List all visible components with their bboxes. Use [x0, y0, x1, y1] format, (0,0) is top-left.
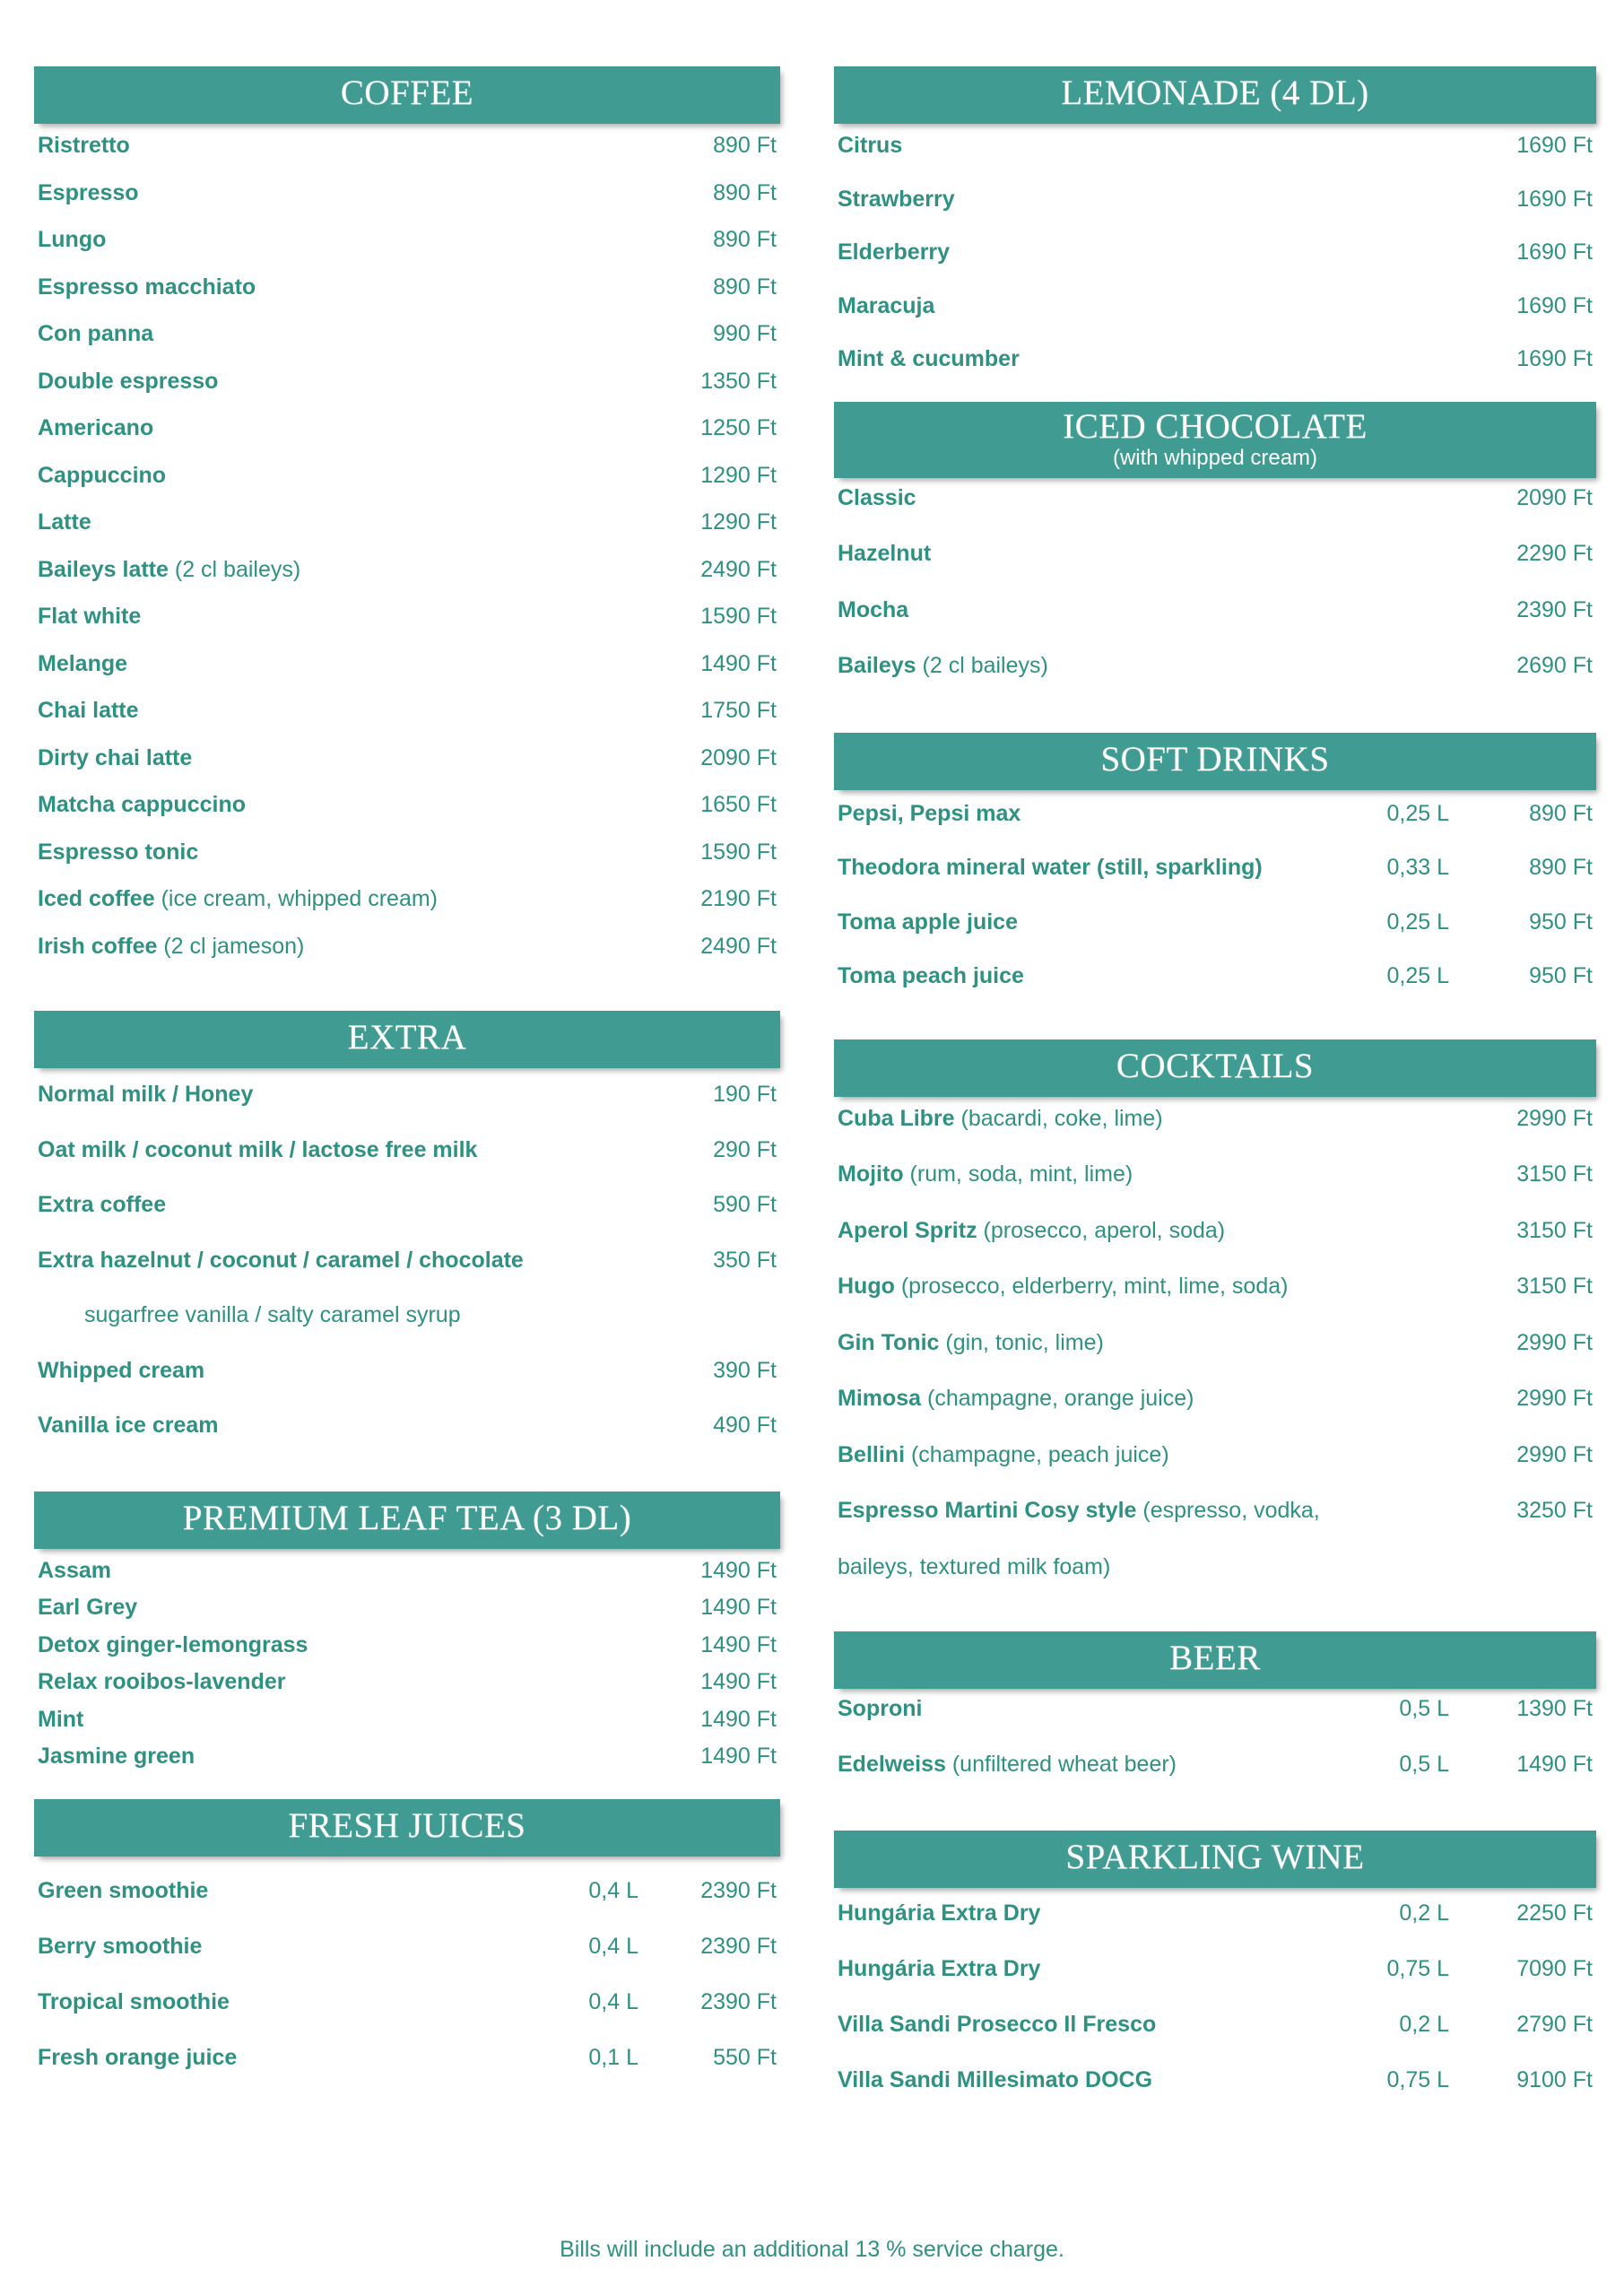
- menu-item-price: 3150 Ft: [1516, 1161, 1593, 1187]
- menu-item-row: [838, 653, 1593, 709]
- section-title-premium-leaf-tea: PREMIUM LEAF TEA (3 DL): [182, 1498, 632, 1537]
- menu-item-row: [38, 415, 777, 463]
- menu-item-name: Con panna: [38, 321, 154, 346]
- menu-item-name: Detox ginger-lemongrass: [38, 1631, 308, 1657]
- menu-item-price: 1750 Ft: [700, 698, 777, 723]
- menu-item-price: 950 Ft: [1529, 963, 1593, 988]
- menu-item-row: [38, 604, 777, 651]
- menu-item-name: Mimosa (champagne, orange juice): [838, 1386, 1194, 1411]
- menu-item-price: 490 Ft: [713, 1413, 777, 1438]
- menu-item-name: Toma apple juice: [838, 909, 1018, 935]
- section-items-beer: [834, 1696, 1596, 1807]
- menu-item-name: Normal milk / Honey: [38, 1082, 254, 1107]
- menu-item-price: 2090 Ft: [700, 744, 777, 770]
- section-items-sparkling-wine: [834, 1900, 1596, 2123]
- menu-item-name: Aperol Spritz (prosecco, aperol, soda): [838, 1217, 1226, 1243]
- menu-item-row: [838, 1956, 1593, 2012]
- section-header-premium-leaf-tea: [34, 1492, 780, 1549]
- menu-item-row: [38, 463, 777, 510]
- menu-item-price: 3150 Ft: [1516, 1274, 1593, 1299]
- menu-item-volume: 0,2 L: [1399, 1900, 1449, 1926]
- menu-item-row: [838, 1900, 1593, 1956]
- menu-item-name: Villa Sandi Prosecco Il Fresco: [838, 2012, 1157, 2037]
- menu-item-name: Villa Sandi Millesimato DOCG: [838, 2067, 1153, 2092]
- menu-item-row: [838, 963, 1593, 1018]
- menu-item-row: [38, 1878, 777, 1934]
- menu-item-row: [838, 541, 1593, 597]
- menu-item-volume: 0,25 L: [1386, 963, 1449, 988]
- section-title-extra: EXTRA: [347, 1018, 467, 1057]
- menu-item-name: Soproni: [838, 1696, 923, 1721]
- menu-item-name: Tropical smoothie: [38, 1988, 230, 2014]
- menu-item-price: 1690 Ft: [1516, 133, 1593, 158]
- menu-item-row: [38, 1413, 777, 1468]
- menu-item-price: 1690 Ft: [1516, 346, 1593, 371]
- section-items-extra: [34, 1082, 780, 1468]
- menu-item-row: [838, 1554, 1593, 1611]
- menu-item-price: 390 Ft: [713, 1357, 777, 1383]
- menu-item-volume: 0,5 L: [1399, 1752, 1449, 1777]
- menu-item-price: 2690 Ft: [1516, 653, 1593, 678]
- menu-item-price: 3250 Ft: [1516, 1498, 1593, 1523]
- section-items-premium-leaf-tea: [34, 1558, 780, 1781]
- menu-item-row: [838, 1330, 1593, 1387]
- menu-item-name: Jasmine green: [38, 1744, 195, 1769]
- menu-item-row: [38, 1137, 777, 1193]
- service-charge-note: Bills will include an additional 13 % service charge.: [560, 2237, 1064, 2262]
- menu-item-row: [838, 133, 1593, 187]
- menu-item-name: Hungária Extra Dry: [838, 1956, 1041, 1981]
- menu-item-price: 3150 Ft: [1516, 1217, 1593, 1243]
- menu-item-name: Cappuccino: [38, 462, 167, 488]
- menu-item-price: 990 Ft: [713, 321, 777, 346]
- menu-item-row: [38, 651, 777, 699]
- menu-item-volume: 0,75 L: [1386, 1956, 1449, 1981]
- menu-item-price: 890 Ft: [713, 274, 777, 300]
- menu-item-price: 2250 Ft: [1516, 1900, 1593, 1926]
- menu-item-name: Fresh orange juice: [38, 2044, 238, 2070]
- menu-item-name: Melange: [38, 650, 128, 676]
- menu-item-price: 1690 Ft: [1516, 186, 1593, 212]
- section-header-extra: [34, 1011, 780, 1068]
- menu-item-row: [38, 227, 777, 274]
- menu-item-row: [38, 1248, 777, 1303]
- menu-item-price: 7090 Ft: [1516, 1956, 1593, 1981]
- menu-item-name: Dirty chai latte: [38, 744, 193, 770]
- menu-item-name: Assam: [38, 1557, 111, 1583]
- menu-item-row: [838, 1218, 1593, 1274]
- section-header-iced-chocolate: [834, 402, 1596, 478]
- menu-item-name: Irish coffee (2 cl jameson): [38, 933, 305, 959]
- menu-item-row: [838, 855, 1593, 909]
- menu-item-row: [838, 293, 1593, 347]
- menu-item-name: Vanilla ice cream: [38, 1413, 219, 1438]
- menu-item-row: [38, 1595, 777, 1632]
- section-title-fresh-juices: FRESH JUICES: [288, 1805, 526, 1845]
- menu-item-row: [38, 180, 777, 228]
- menu-item-price: 890 Ft: [713, 227, 777, 252]
- menu-item-row: [38, 1082, 777, 1137]
- section-title-beer: BEER: [1169, 1639, 1261, 1677]
- menu-item-name: Mint: [38, 1706, 84, 1732]
- menu-item-row: [38, 2045, 777, 2100]
- menu-item-name: Espresso Martini Cosy style (espresso, vodka,: [838, 1498, 1320, 1523]
- menu-item-row: [838, 2012, 1593, 2067]
- menu-item-price: 2790 Ft: [1516, 2012, 1593, 2037]
- menu-item-price: 1490 Ft: [700, 650, 777, 676]
- section-header-cocktails: [834, 1039, 1596, 1097]
- menu-item-name: Americano: [38, 415, 154, 440]
- menu-item-row: [38, 792, 777, 839]
- menu-item-price: 1290 Ft: [700, 462, 777, 488]
- menu-item-volume: 0,4 L: [588, 1933, 638, 1959]
- section-items-iced-chocolate: [834, 485, 1596, 709]
- menu-item-name: Baileys (2 cl baileys): [838, 653, 1048, 678]
- menu-item-row: [38, 1707, 777, 1744]
- menu-item-name: Ristretto: [38, 133, 130, 158]
- left-column: [34, 66, 780, 2100]
- menu-item-row: [838, 1274, 1593, 1330]
- menu-item-row: [838, 1752, 1593, 1807]
- menu-item-row: [838, 801, 1593, 856]
- menu-item-row: [38, 886, 777, 934]
- menu-item-row: [38, 745, 777, 793]
- menu-item-price: 890 Ft: [1529, 800, 1593, 826]
- section-items-cocktails: [834, 1106, 1596, 1611]
- menu-item-name: Espresso macchiato: [38, 274, 256, 300]
- menu-item-row: [838, 346, 1593, 400]
- menu-item-name: Classic: [838, 484, 916, 510]
- menu-item-row: [838, 597, 1593, 654]
- menu-item-name: Hungária Extra Dry: [838, 1900, 1041, 1926]
- menu-item-row: [838, 485, 1593, 542]
- section-items-coffee: [34, 133, 780, 980]
- section-items-fresh-juices: [34, 1878, 780, 2100]
- menu-item-volume: 0,1 L: [588, 2044, 638, 2070]
- menu-item-price: 2990 Ft: [1516, 1441, 1593, 1467]
- section-header-fresh-juices: [34, 1799, 780, 1857]
- menu-item-price: 2990 Ft: [1516, 1386, 1593, 1411]
- section-subtitle-iced-chocolate: (with whipped cream): [1112, 445, 1318, 470]
- menu-item-row: [38, 1632, 777, 1670]
- menu-item-price: 2490 Ft: [700, 556, 777, 582]
- menu-item-name: Iced coffee (ice cream, whipped cream): [38, 886, 438, 911]
- menu-item-price: 890 Ft: [1529, 855, 1593, 880]
- menu-item-price: 2090 Ft: [1516, 484, 1593, 510]
- menu-item-row: [838, 1498, 1593, 1554]
- menu-item-row: [38, 133, 777, 180]
- menu-item-price: 2990 Ft: [1516, 1105, 1593, 1131]
- menu-item-volume: 0,25 L: [1386, 800, 1449, 826]
- menu-item-price: 590 Ft: [713, 1192, 777, 1217]
- menu-item-price: 1290 Ft: [700, 509, 777, 535]
- menu-item-name: Extra coffee: [38, 1192, 167, 1217]
- menu-item-row: [38, 1989, 777, 2045]
- menu-item-row: [838, 187, 1593, 240]
- menu-item-volume: 0,5 L: [1399, 1696, 1449, 1721]
- menu-item-row: [38, 557, 777, 604]
- right-column: [834, 66, 1596, 2123]
- menu-item-volume: 0,4 L: [588, 1988, 638, 2014]
- menu-item-price: 950 Ft: [1529, 909, 1593, 935]
- menu-item-name: Mojito (rum, soda, mint, lime): [838, 1161, 1133, 1187]
- section-title-cocktails: COCKTAILS: [1116, 1046, 1315, 1085]
- menu-item-price: 2390 Ft: [700, 1877, 777, 1903]
- menu-item-row: [838, 909, 1593, 964]
- section-items-lemonade: [834, 133, 1596, 400]
- section-title-sparkling-wine: SPARKLING WINE: [1065, 1838, 1365, 1876]
- menu-item-name: Strawberry: [838, 186, 955, 212]
- menu-item-price: 2390 Ft: [700, 1988, 777, 2014]
- menu-item-price: 890 Ft: [713, 133, 777, 158]
- menu-item-price: 1690 Ft: [1516, 239, 1593, 265]
- menu-item-row: [838, 1696, 1593, 1752]
- menu-item-row: [38, 509, 777, 557]
- menu-item-name: Mocha: [838, 596, 909, 622]
- menu-item-row: [38, 1558, 777, 1596]
- menu-item-price: 1390 Ft: [1516, 1696, 1593, 1721]
- menu-item-name: Baileys latte (2 cl baileys): [38, 556, 301, 582]
- section-header-beer: [834, 1631, 1596, 1689]
- section-title-coffee: COFFEE: [340, 74, 474, 112]
- section-header-coffee: [34, 66, 780, 124]
- menu-item-name: Hugo (prosecco, elderberry, mint, lime, soda): [838, 1274, 1289, 1299]
- menu-item-name: Oat milk / coconut milk / lactose free milk: [38, 1136, 478, 1162]
- menu-item-name: Whipped cream: [38, 1357, 205, 1383]
- menu-item-price: 350 Ft: [713, 1247, 777, 1273]
- menu-item-row: [38, 1192, 777, 1248]
- menu-item-name: Mint & cucumber: [838, 346, 1020, 371]
- menu-item-name: Elderberry: [838, 239, 951, 265]
- menu-item-name: Matcha cappuccino: [38, 792, 246, 817]
- menu-item-row: [38, 369, 777, 416]
- menu-item-row: [38, 1358, 777, 1413]
- menu-item-name: Citrus: [838, 133, 903, 158]
- menu-item-row: [38, 1744, 777, 1781]
- menu-item-row: [838, 2067, 1593, 2123]
- menu-item-price: 1250 Ft: [700, 415, 777, 440]
- menu-item-volume: 0,33 L: [1386, 855, 1449, 880]
- menu-item-volume: 0,2 L: [1399, 2012, 1449, 2037]
- section-title-soft-drinks: SOFT DRINKS: [1100, 739, 1330, 778]
- menu-item-price: 1590 Ft: [700, 604, 777, 629]
- menu-item-row: [38, 1934, 777, 1989]
- menu-item-price: 1490 Ft: [700, 1744, 777, 1769]
- menu-item-price: 1490 Ft: [700, 1595, 777, 1620]
- menu-item-volume: 0,75 L: [1386, 2067, 1449, 2092]
- menu-item-price: 2290 Ft: [1516, 541, 1593, 566]
- menu-item-row: [838, 1106, 1593, 1162]
- menu-item-name: Theodora mineral water (still, sparkling): [838, 855, 1263, 880]
- menu-item-name: Earl Grey: [38, 1595, 138, 1620]
- menu-item-name: baileys, textured milk foam): [838, 1553, 1111, 1579]
- menu-item-name: Espresso: [38, 179, 139, 205]
- menu-item-name: Latte: [38, 509, 91, 535]
- menu-item-row: [838, 1386, 1593, 1442]
- menu-item-price: 1490 Ft: [700, 1631, 777, 1657]
- menu-item-name: Gin Tonic (gin, tonic, lime): [838, 1329, 1104, 1355]
- menu-item-price: 1490 Ft: [700, 1557, 777, 1583]
- section-items-soft-drinks: [834, 801, 1596, 1018]
- menu-item-row: [38, 934, 777, 981]
- menu-item-name: Extra hazelnut / coconut / caramel / chocolate: [38, 1247, 524, 1273]
- menu-item-row: [38, 1669, 777, 1707]
- section-title-lemonade: LEMONADE (4 DL): [1061, 74, 1369, 112]
- menu-item-price: 2390 Ft: [700, 1933, 777, 1959]
- menu-item-row: [838, 1161, 1593, 1218]
- menu-item-name: Flat white: [38, 604, 142, 629]
- menu-item-name: Berry smoothie: [38, 1933, 203, 1959]
- section-header-sparkling-wine: [834, 1831, 1596, 1888]
- menu-item-price: 890 Ft: [713, 179, 777, 205]
- menu-item-price: 2190 Ft: [700, 886, 777, 911]
- menu-item-name: Toma peach juice: [838, 963, 1024, 988]
- menu-item-row: [38, 839, 777, 887]
- menu-item-volume: 0,25 L: [1386, 909, 1449, 935]
- menu-item-price: 9100 Ft: [1516, 2067, 1593, 2092]
- menu-item-price: 1590 Ft: [700, 839, 777, 865]
- section-header-lemonade: [834, 66, 1596, 124]
- menu-item-price: 1690 Ft: [1516, 292, 1593, 318]
- menu-item-name: Pepsi, Pepsi max: [838, 800, 1021, 826]
- menu-item-row: [38, 698, 777, 745]
- menu-item-row: [838, 239, 1593, 293]
- menu-item-name: Bellini (champagne, peach juice): [838, 1441, 1169, 1467]
- menu-item-volume: 0,4 L: [588, 1877, 638, 1903]
- menu-item-row: [838, 1442, 1593, 1499]
- menu-item-price: 2490 Ft: [700, 933, 777, 959]
- menu-item-name: Lungo: [38, 227, 107, 252]
- menu-item-price: 2390 Ft: [1516, 596, 1593, 622]
- menu-item-name: Chai latte: [38, 698, 139, 723]
- menu-item-price: 1650 Ft: [700, 792, 777, 817]
- menu-item-name: Double espresso: [38, 368, 219, 394]
- menu-item-name: sugarfree vanilla / salty caramel syrup: [84, 1302, 461, 1327]
- section-header-soft-drinks: [834, 733, 1596, 790]
- menu-item-row: [38, 274, 777, 322]
- menu-item-price: 1490 Ft: [1516, 1752, 1593, 1777]
- menu-item-price: 1350 Ft: [700, 368, 777, 394]
- menu-item-price: 290 Ft: [713, 1136, 777, 1162]
- section-title-iced-chocolate: ICED CHOCOLATE: [1063, 406, 1368, 446]
- menu-item-name: Hazelnut: [838, 541, 932, 566]
- menu-item-price: 1490 Ft: [700, 1669, 777, 1694]
- menu-item-price: 190 Ft: [713, 1082, 777, 1107]
- menu-item-price: 1490 Ft: [700, 1706, 777, 1732]
- menu-item-name: Espresso tonic: [38, 839, 199, 865]
- menu-item-name: Relax rooibos-lavender: [38, 1669, 286, 1694]
- menu-item-name: Maracuja: [838, 292, 935, 318]
- menu-item-row: [38, 1302, 777, 1358]
- menu-item-name: Edelweiss (unfiltered wheat beer): [838, 1752, 1177, 1777]
- menu-item-row: [38, 321, 777, 369]
- menu-item-name: Cuba Libre (bacardi, coke, lime): [838, 1105, 1163, 1131]
- menu-item-price: 2990 Ft: [1516, 1329, 1593, 1355]
- menu-item-price: 550 Ft: [713, 2044, 777, 2070]
- menu-item-name: Green smoothie: [38, 1877, 209, 1903]
